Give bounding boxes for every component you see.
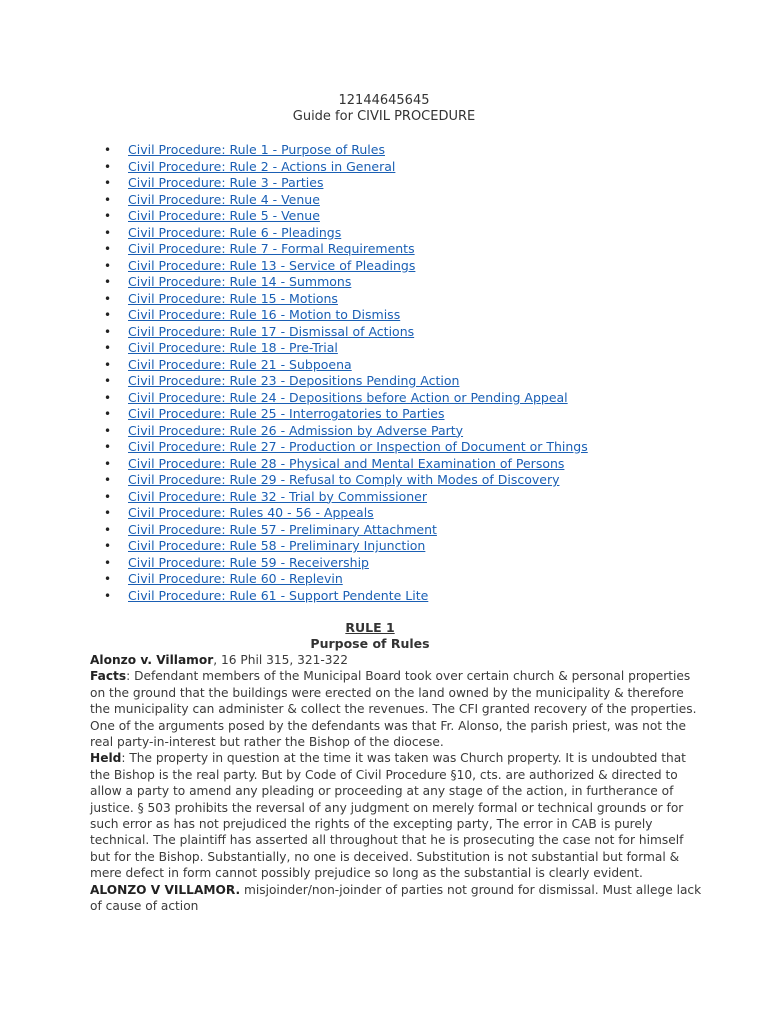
- toc-item: [104, 324, 588, 341]
- toc-item: [104, 159, 588, 176]
- toc-item: [104, 538, 588, 555]
- toc-item: [104, 357, 588, 374]
- document-title: Guide for CIVIL PROCEDURE: [292, 109, 476, 124]
- bullet-icon: •: [104, 159, 112, 174]
- toc-link[interactable]: Civil Procedure: Rule 13 - Service of Pleadings: [128, 257, 416, 273]
- held-paragraph: [90, 750, 702, 881]
- toc-link[interactable]: Civil Procedure: Rule 23 - Depositions Pending Action: [128, 373, 460, 388]
- toc-item: [104, 225, 588, 242]
- note-label: ALONZO V VILLAMOR.: [90, 882, 241, 897]
- bullet-icon: •: [104, 572, 112, 586]
- bullet-icon: •: [104, 555, 112, 570]
- toc-link[interactable]: Civil Procedure: Rule 18 - Pre-Trial: [128, 340, 338, 355]
- bullet-icon: •: [104, 440, 112, 454]
- bullet-icon: •: [104, 225, 112, 240]
- toc-item: [104, 208, 588, 225]
- bullet-icon: •: [104, 473, 112, 487]
- bullet-icon: •: [104, 522, 112, 537]
- toc-link[interactable]: Civil Procedure: Rule 61 - Support Pendente Lite: [128, 587, 429, 603]
- bullet-icon: •: [104, 456, 112, 471]
- toc-item: [104, 274, 588, 291]
- toc-link[interactable]: Civil Procedure: Rule 58 - Preliminary Injunction: [128, 538, 426, 553]
- toc-item: [104, 472, 588, 489]
- bullet-icon: •: [104, 506, 112, 520]
- toc-link[interactable]: Civil Procedure: Rule 25 - Interrogatories to Parties: [128, 406, 445, 421]
- toc-item: [104, 423, 588, 440]
- toc-item: [104, 241, 588, 258]
- toc-link[interactable]: Civil Procedure: Rule 4 - Venue: [128, 191, 320, 207]
- note-text: misjoinder/non-joinder of parties not ground for dismissal. Must allege lack of cause of action: [90, 882, 702, 914]
- bullet-icon: •: [104, 407, 112, 421]
- toc-link[interactable]: Civil Procedure: Rule 1 - Purpose of Rules: [128, 142, 385, 157]
- toc-link[interactable]: Civil Procedure: Rule 29 - Refusal to Comply with Modes of Discovery: [128, 472, 560, 487]
- bullet-icon: •: [104, 143, 112, 157]
- bullet-icon: •: [104, 275, 112, 289]
- toc-item: [104, 192, 588, 209]
- toc-link[interactable]: Civil Procedure: Rule 57 - Preliminary Attachment: [128, 521, 437, 537]
- toc-item: [104, 258, 588, 275]
- table-of-contents: [104, 142, 588, 604]
- toc-item: [104, 439, 588, 456]
- bullet-icon: •: [104, 258, 112, 273]
- toc-item: [104, 489, 588, 506]
- toc-link[interactable]: Civil Procedure: Rule 28 - Physical and Mental Examination of Persons: [128, 455, 565, 471]
- case-title-paragraph: [90, 652, 702, 668]
- bullet-icon: •: [104, 423, 112, 438]
- held-text: : The property in question at the time it was taken was Church property. It is undoubted that the Bishop is the real party. But by Code of Civil Procedure §10, cts. are authorized & directed to allow a party to amend any pleading or proceeding at any stage of the action, in furtherance of justice. § 503 prohibits the reversal of any judgment on merely formal or technical grounds or for such error as has not prejudiced the rights of the excepting party, The error in CAB is purely technical. The plaintiff has asserted all throughout that he is prosecuting the case not for himself but for the Bishop. Substantially, no one is deceived. Substitution is not substantial but formal & mere defect in form cannot possibly prejudice so long as the substantial is clearly evident.: [90, 751, 686, 881]
- toc-link[interactable]: Civil Procedure: Rule 6 - Pleadings: [128, 224, 342, 240]
- toc-item: [104, 175, 588, 192]
- toc-link[interactable]: Civil Procedure: Rule 27 - Production or Inspection of Document or Things: [128, 439, 588, 454]
- case-digest: [90, 652, 702, 915]
- bullet-icon: •: [104, 539, 112, 553]
- toc-item: [104, 522, 588, 539]
- facts-label: Facts: [90, 669, 127, 684]
- toc-item: [104, 505, 588, 522]
- bullet-icon: •: [104, 341, 112, 355]
- toc-link[interactable]: Civil Procedure: Rule 3 - Parties: [128, 175, 324, 190]
- toc-item: [104, 555, 588, 572]
- toc-link[interactable]: Civil Procedure: Rule 26 - Admission by Adverse Party: [128, 422, 464, 438]
- bullet-icon: •: [104, 308, 112, 322]
- toc-item: [104, 456, 588, 473]
- toc-link[interactable]: Civil Procedure: Rule 17 - Dismissal of Actions: [128, 323, 415, 339]
- toc-item: [104, 406, 588, 423]
- toc-link[interactable]: Civil Procedure: Rule 7 - Formal Requirements: [128, 241, 415, 256]
- toc-item: [104, 390, 588, 407]
- bullet-icon: •: [104, 374, 112, 388]
- rule-heading: RULE 1: [345, 620, 395, 635]
- toc-link[interactable]: Civil Procedure: Rule 14 - Summons: [128, 274, 352, 289]
- bullet-icon: •: [104, 390, 112, 405]
- toc-item: [104, 142, 588, 159]
- toc-item: [104, 571, 588, 588]
- toc-link[interactable]: Civil Procedure: Rule 32 - Trial by Commissioner: [128, 488, 427, 504]
- facts-text: : Defendant members of the Municipal Board took over certain church & personal properties on the ground that the buildings were erected on the land owned by the municipality & therefore the municipality can administer & collect the revenues. The CFI granted recovery of the properties. One of the arguments posed by the defendants was that Fr. Alonso, the parish priest, was not the real party-in-interest but rather the Bishop of the diocese.: [90, 669, 697, 750]
- held-label: Held: [90, 751, 122, 766]
- bullet-icon: •: [104, 242, 112, 256]
- bullet-icon: •: [104, 324, 112, 339]
- toc-item: [104, 588, 588, 605]
- bullet-icon: •: [104, 489, 112, 504]
- toc-link[interactable]: Civil Procedure: Rule 60 - Replevin: [128, 571, 343, 586]
- bullet-icon: •: [104, 192, 112, 207]
- toc-link[interactable]: Civil Procedure: Rule 16 - Motion to Dismiss: [128, 307, 401, 322]
- case-citation: , 16 Phil 315, 321-322: [213, 653, 349, 667]
- bullet-icon: •: [104, 209, 112, 223]
- bullet-icon: •: [104, 176, 112, 190]
- toc-item: [104, 340, 588, 357]
- toc-link[interactable]: Civil Procedure: Rule 24 - Depositions before Action or Pending Appeal: [128, 389, 568, 405]
- toc-link[interactable]: Civil Procedure: Rule 5 - Venue: [128, 208, 320, 223]
- case-name: Alonzo v. Villamor: [90, 653, 214, 667]
- toc-link[interactable]: Civil Procedure: Rules 40 - 56 - Appeals: [128, 505, 374, 520]
- document-id: 12144645645: [338, 93, 430, 108]
- toc-link[interactable]: Civil Procedure: Rule 2 - Actions in General: [128, 158, 396, 174]
- bullet-icon: •: [104, 357, 112, 372]
- bullet-icon: •: [104, 291, 112, 306]
- rule-subheading: Purpose of Rules: [310, 636, 430, 651]
- toc-item: [104, 307, 588, 324]
- note-paragraph: [90, 882, 702, 915]
- facts-paragraph: [90, 668, 702, 750]
- toc-link[interactable]: Civil Procedure: Rule 59 - Receivership: [128, 554, 369, 570]
- toc-item: [104, 373, 588, 390]
- toc-link[interactable]: Civil Procedure: Rule 21 - Subpoena: [128, 356, 352, 372]
- toc-link[interactable]: Civil Procedure: Rule 15 - Motions: [128, 290, 338, 306]
- bullet-icon: •: [104, 588, 112, 603]
- toc-item: [104, 291, 588, 308]
